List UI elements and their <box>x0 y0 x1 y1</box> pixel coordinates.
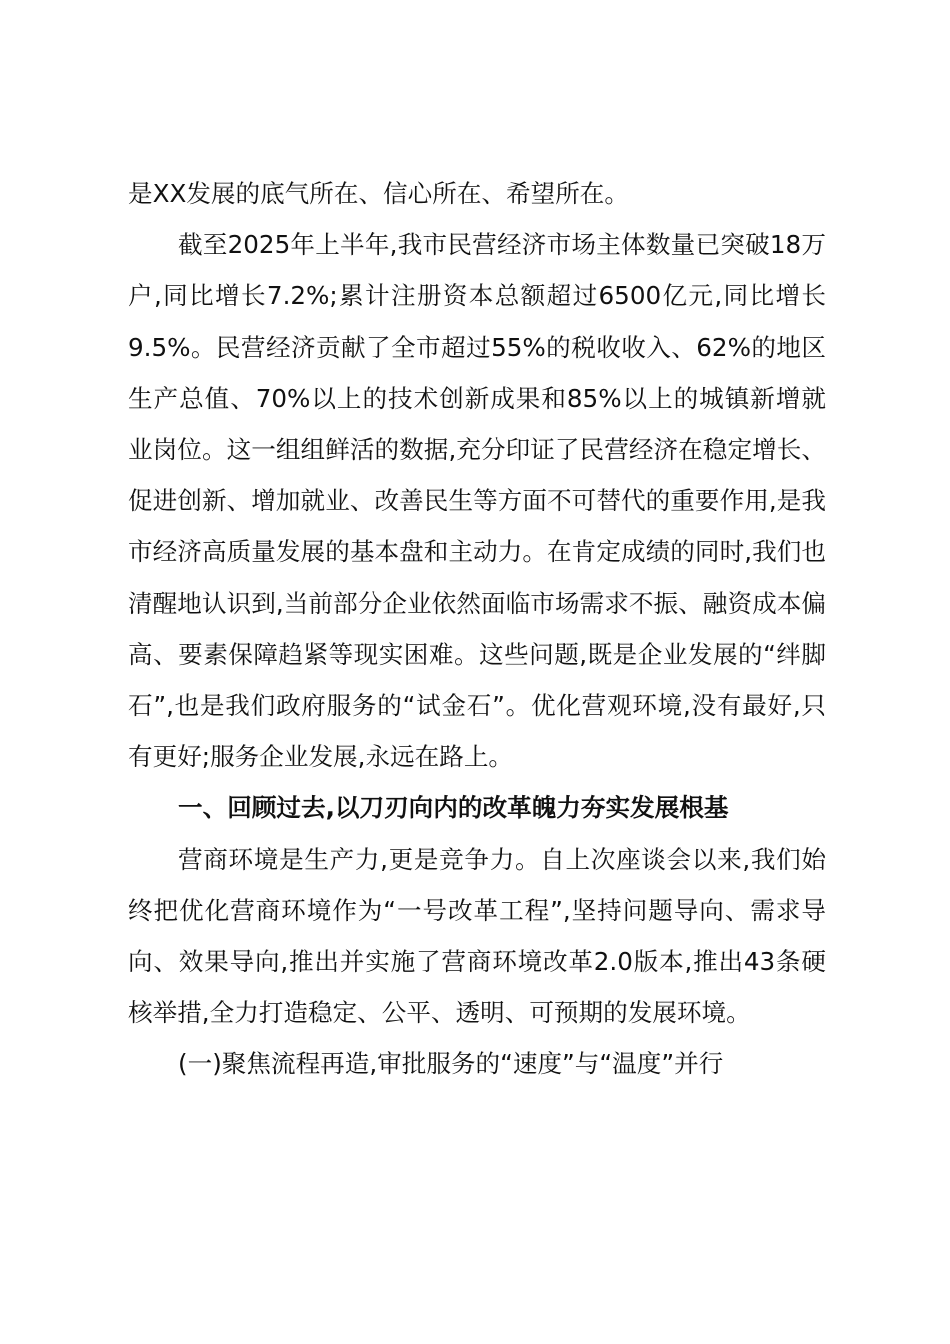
document-body <box>128 168 826 1090</box>
paragraph-business-environment: 营商环境是生产力,更是竞争力。自上次座谈会以来,我们始终把优化营商环境作为“一号改革工程”,坚持问题导向、需求导向、效果导向,推出并实施了营商环境改革2.0版本,推出43条硬核举措,全力打造稳定、公平、透明、可预期的发展环境。 <box>128 844 826 1028</box>
paragraph-private-economy-data: 截至2025年上半年,我市民营经济市场主体数量已突破18万户,同比增长7.2%;累计注册资本总额超过6500亿元,同比增长9.5%。民营经济贡献了全市超过55%的税收收入、62%的地区生产总值、70%以上的技术创新成果和85%以上的城镇新增就业岗位。这一组组鲜活的数据,充分印证了民营经济在稳定增长、促进创新、增加就业、改善民生等方面不可替代的重要作用,是我市经济高质量发展的基本盘和主动力。在肯定成绩的同时,我们也清醒地认识到,当前部分企业依然面临市场需求不振、融资成本偏高、要素保障趋紧等现实困难。这些问题,既是企业发展的“绊脚石”,也是我们政府服务的“试金石”。优化营观环境,没有最好,只有更好;服务企业发展,永远在路上。 <box>128 230 826 772</box>
subsection-heading-process-reengineering: (一)聚焦流程再造,审批服务的“速度”与“温度”并行 <box>178 1049 724 1079</box>
section-heading-review-past: 一、回顾过去,以刀刃向内的改革魄力夯实发展根基 <box>178 793 729 823</box>
paragraph-continuation: 是XX发展的底气所在、信心所在、希望所在。 <box>128 179 629 208</box>
